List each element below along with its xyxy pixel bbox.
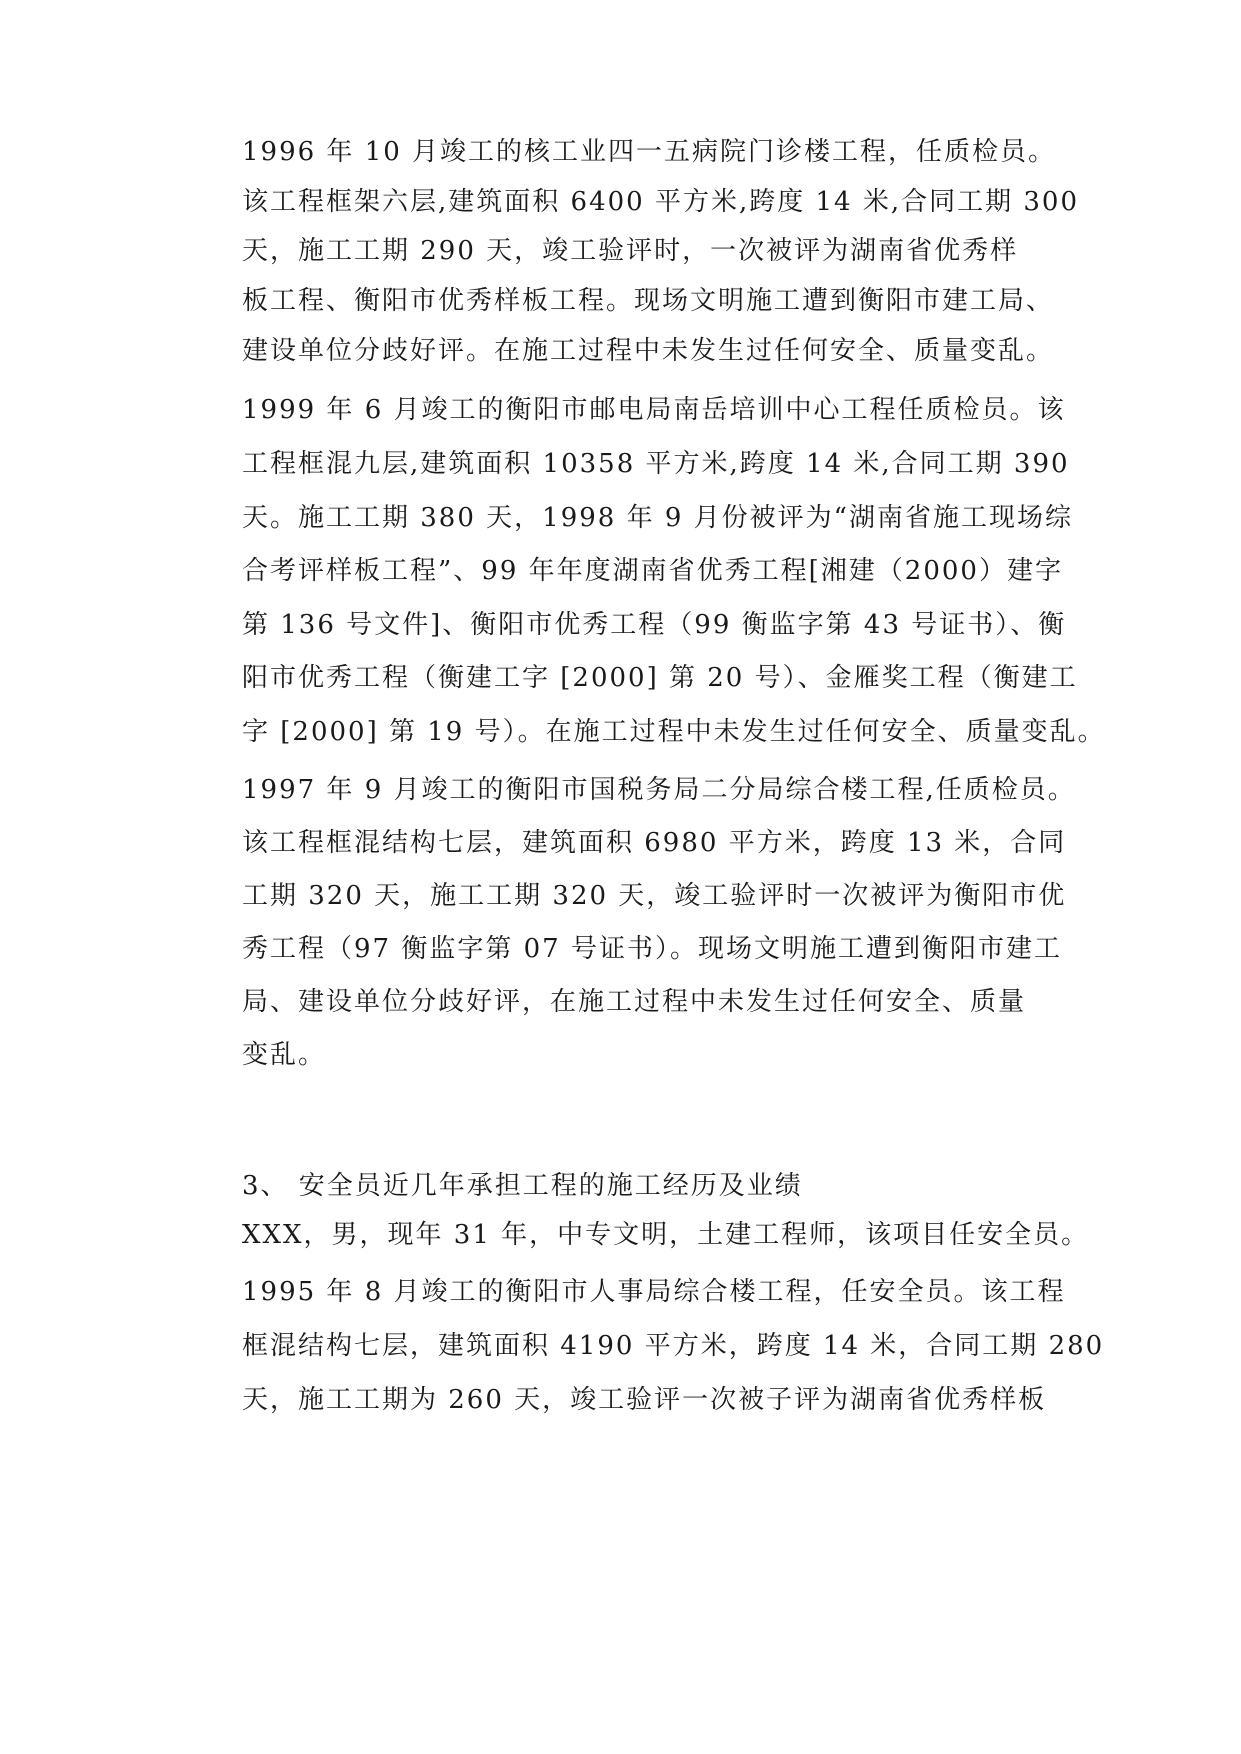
paragraph-3-line-4: 秀工程（97 衡监字第 07 号证书）。现场文明施工遭到衡阳市建工	[242, 934, 1062, 964]
paragraph-3-line-1: 1997 年 9 月竣工的衡阳市国税务局二分局综合楼工程,任质检员。	[242, 775, 1076, 805]
paragraph-4-line-2: 框混结构七层，建筑面积 4190 平方米，跨度 14 米，合同工期 280	[242, 1331, 1105, 1361]
paragraph-2-line-5: 第 136 号文件]、衡阳市优秀工程（99 衡监字第 43 号证书）、衡	[242, 610, 1067, 640]
section-heading: 3、 安全员近几年承担工程的施工经历及业绩	[242, 1171, 803, 1201]
paragraph-1-line-1: 1996 年 10 月竣工的核工业四一五病院门诊楼工程，任质检员。	[242, 137, 1057, 167]
paragraph-1-line-3: 天，施工工期 290 天，竣工验评时，一次被评为湖南省优秀样	[242, 236, 1019, 266]
paragraph-2-line-2: 工程框混九层,建筑面积 10358 平方米,跨度 14 米,合同工期 390	[242, 449, 1070, 479]
paragraph-3-line-3: 工期 320 天，施工工期 320 天，竣工验评时一次被评为衡阳市优	[242, 881, 1067, 911]
intro-line: XXX，男，现年 31 年，中专文明，土建工程师，该项目任安全员。	[242, 1220, 1090, 1250]
paragraph-4-line-3: 天，施工工期为 260 天，竣工验评一次被子评为湖南省优秀样板	[242, 1385, 1047, 1415]
paragraph-2-line-4: 合考评样板工程”、99 年年度湖南省优秀工程[湘建（2000）建字	[242, 556, 1063, 586]
paragraph-2-line-6: 阳市优秀工程（衡建工字 [2000] 第 20 号）、金雁奖工程（衡建工	[242, 663, 1078, 693]
paragraph-3-line-6: 变乱。	[242, 1040, 327, 1070]
paragraph-1-line-5: 建设单位分歧好评。在施工过程中未发生过任何安全、质量变乱。	[242, 336, 1055, 366]
paragraph-3-line-2: 该工程框混结构七层，建筑面积 6980 平方米，跨度 13 米，合同	[242, 828, 1067, 858]
paragraph-1-line-4: 板工程、衡阳市优秀样板工程。现场文明施工遭到衡阳市建工局、	[242, 286, 1055, 316]
paragraph-2-line-1: 1999 年 6 月竣工的衡阳市邮电局南岳培训中心工程任质检员。该	[242, 395, 1066, 425]
paragraph-2-line-3: 天。施工工期 380 天，1998 年 9 月份被评为“湖南省施工现场综	[242, 503, 1073, 533]
paragraph-3-line-5: 局、建设单位分歧好评，在施工过程中未发生过任何安全、质量	[242, 987, 1027, 1017]
paragraph-2-line-7: 字 [2000] 第 19 号）。在施工过程中未发生过任何安全、质量变乱。	[242, 717, 1106, 747]
paragraph-1-line-2: 该工程框架六层,建筑面积 6400 平方米,跨度 14 米,合同工期 300	[242, 187, 1079, 217]
paragraph-4-line-1: 1995 年 8 月竣工的衡阳市人事局综合楼工程，任安全员。该工程	[242, 1277, 1066, 1307]
